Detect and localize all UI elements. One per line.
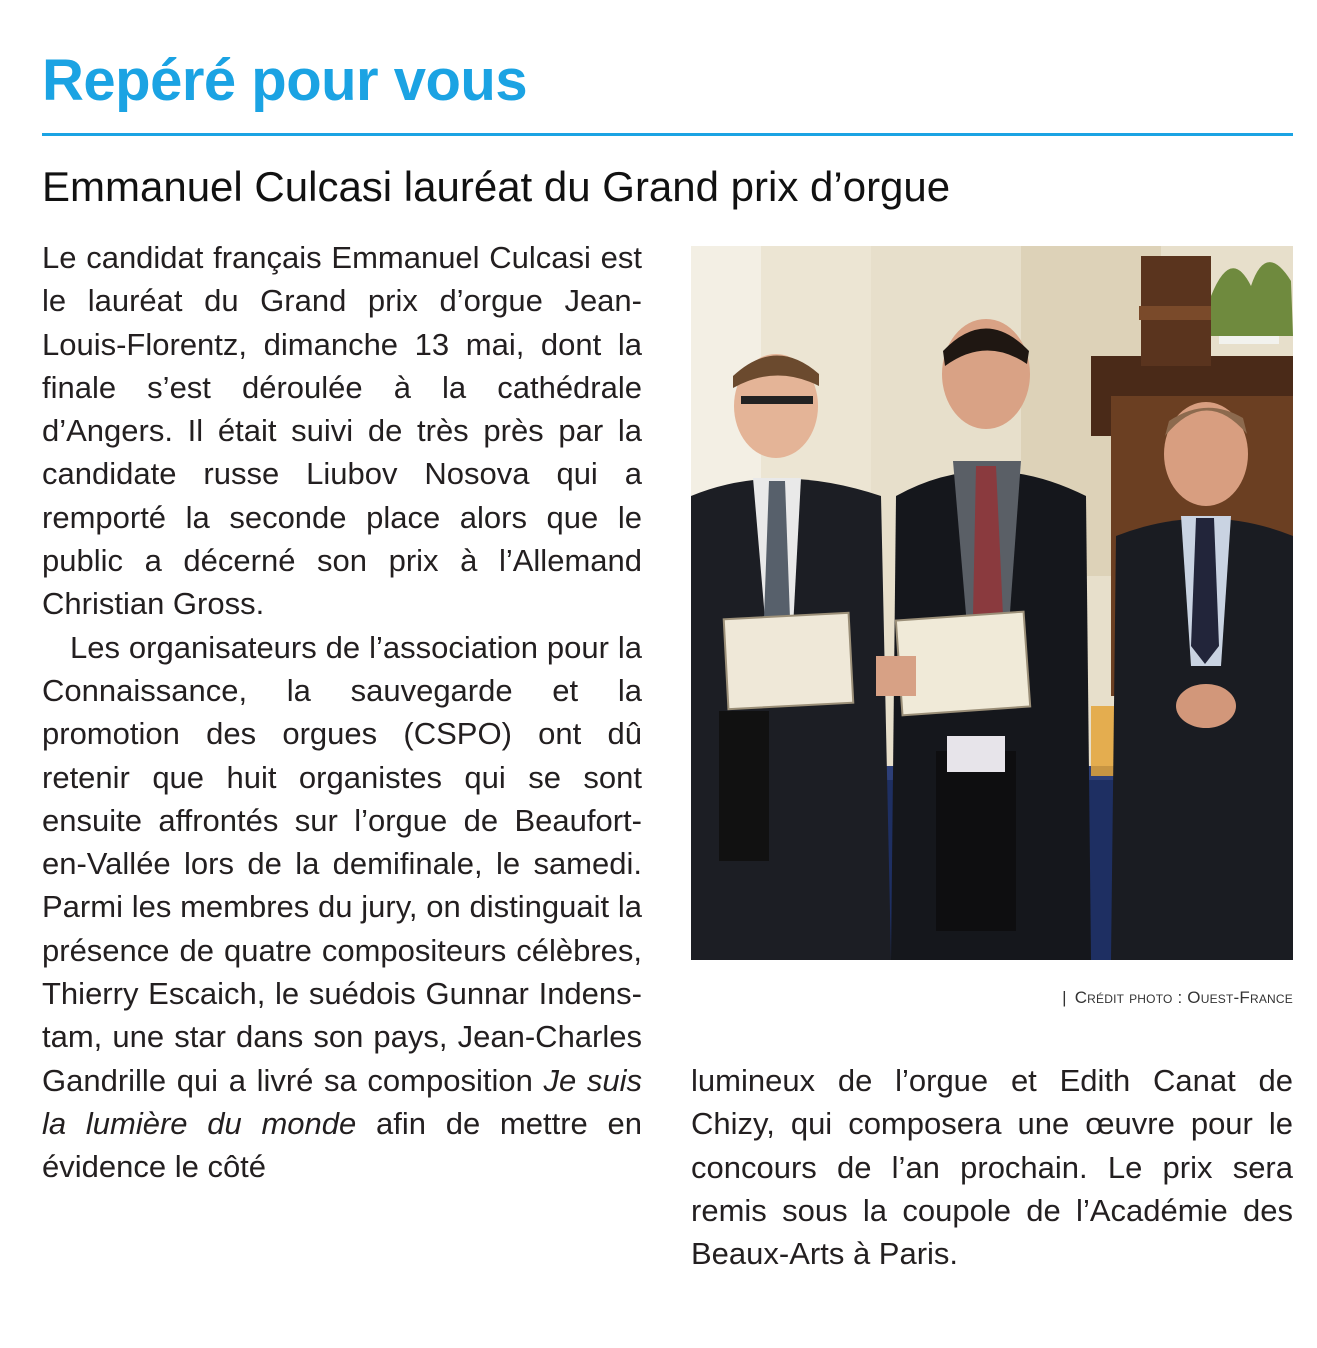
composition-title: Je suis la lumière du monde xyxy=(42,1062,643,1141)
article-paragraph-2-continued: lumineux de l’orgue et Edith Canat de Chizy, qui composera une œuvre pour le concours de l’an prochain. Le prix sera remis sous la coupole de l’Académie des Beaux-Arts à Paris. xyxy=(691,1063,1293,1272)
credit-text: Crédit photo : Ouest-France xyxy=(1074,988,1293,1007)
article-column-left xyxy=(42,236,642,1189)
photo-illustration xyxy=(691,246,1293,960)
article-paragraph-2 xyxy=(42,626,642,1189)
section-rubric: Repéré pour vous xyxy=(42,48,528,113)
article-photo xyxy=(691,246,1293,960)
article-paragraph-1: Le candidat français Emmanuel Culcasi est le lauréat du Grand prix d’orgue Jean-Louis-Florentz, dimanche 13 mai, dont la finale s’est déroulée à la cathédrale d’Angers. Il était suivi de très près par la candidate russe Liubov Nosova qui a remporté la seconde place alors que le public a décerné son prix à l’Allemand Christian Gross. xyxy=(42,240,642,622)
article-headline: Emmanuel Culcasi lauréat du Grand prix d’orgue xyxy=(42,163,951,210)
photo-credit xyxy=(1062,988,1293,1008)
rubric-rule xyxy=(42,133,1293,136)
article-column-right xyxy=(691,1059,1293,1275)
paragraph-2-text: Les organisateurs de l’association pour la Connaissance, la sauvegarde et la promotion des orgues (CSPO) ont dû retenir que huit organistes qui se sont ensuite affrontés sur l’orgue de Beaufort-en-Vallée lors de la demifinale, le samedi. Parmi les membres du jury, on distinguait la présence de quatre compositeurs célèbres, Thierry Escaich, le suédois Gunnar Indenstam, une star dans son pays, Jean-Charles Gandrille qui a livré sa composition xyxy=(42,629,642,1098)
credit-separator: | xyxy=(1062,988,1067,1007)
paragraph-2-text-end: afin de mettre en évidence le côté xyxy=(42,1105,642,1185)
